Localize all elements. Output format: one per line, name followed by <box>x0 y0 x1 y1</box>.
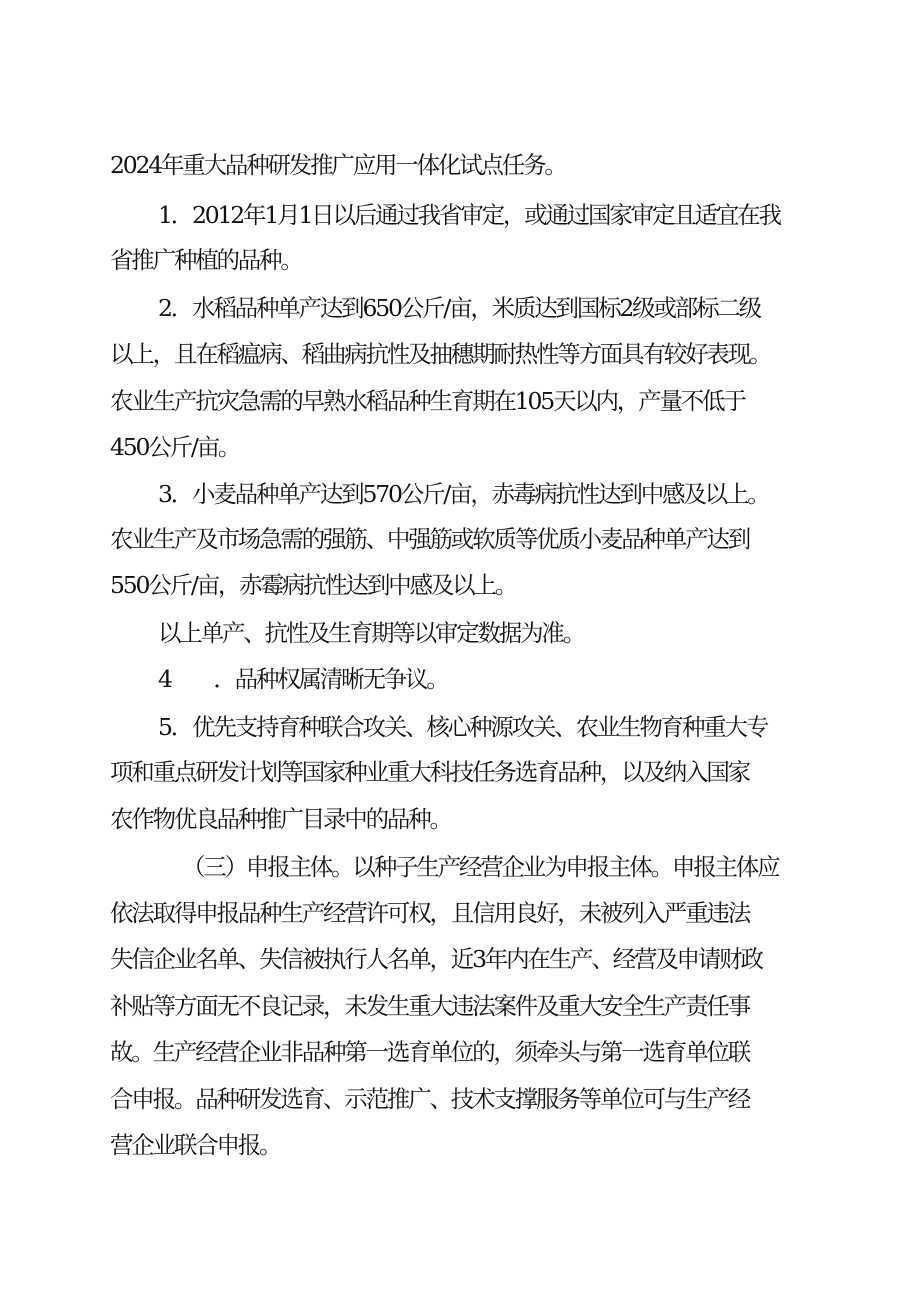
text-line: 5．优先支持育种联合攻关、核心种源攻关、农业生物育种重大专 <box>158 713 768 741</box>
text-line: 1．2012年1月1日以后通过我省审定，或通过国家审定且适宜在我 <box>158 201 780 229</box>
text-line: 农作物优良品种推广目录中的品种。 <box>110 805 451 833</box>
text-line: （三）申报主体。以种子生产经营企业为申报主体。申报主体应 <box>182 853 779 881</box>
text-line: 农业生产抗灾急需的早熟水稻品种生育期在105天以内，产量不低于 <box>110 387 745 415</box>
text-line: 项和重点研发计划等国家种业重大科技任务选育品种，以及纳入国家 <box>110 758 749 786</box>
text-line: 3．小麦品种单产达到570公斤/亩，赤毒病抗性达到中感及以上。 <box>158 480 769 508</box>
text-line: 以上，且在稻瘟病、稻曲病抗性及抽穗期耐热性等方面具有较好表现。 <box>110 340 771 368</box>
text-line: 2024年重大品种研发推广应用一体化试点任务。 <box>110 151 566 179</box>
text-line: 依法取得申报品种生产经营许可权，且信用良好，未被列入严重违法 <box>110 899 749 927</box>
text-line: 失信企业名单、失信被执行人名单，近3年内在生产、经营及申请财政 <box>110 945 762 973</box>
text-line: 补贴等方面无不良记录，未发生重大违法案件及重大安全生产责任事 <box>110 992 749 1020</box>
text-line: 故。生产经营企业非品种第一选育单位的，须牵头与第一选育单位联 <box>110 1038 749 1066</box>
text-line: 550公斤/亩，赤霉病抗性达到中感及以上。 <box>110 571 517 599</box>
text-line: 450公斤/亩。 <box>110 433 240 461</box>
text-line: 农业生产及市场急需的强筋、中强筋或软质等优质小麦品种单产达到 <box>110 525 749 553</box>
text-line: 省推广种植的品种。 <box>110 246 302 274</box>
text-line: 2．水稻品种单产达到650公斤/亩，米质达到国标2级或部标二级 <box>158 294 760 322</box>
text-line: 4 ．品种权属清晰无争议。 <box>158 665 448 693</box>
text-line: 营企业联合申报。 <box>110 1131 281 1159</box>
text-line: 以上单产、抗性及生育期等以审定数据为准。 <box>158 619 584 647</box>
text-line: 合申报。品种研发选育、示范推广、技术支撑服务等单位可与生产经 <box>110 1085 749 1113</box>
